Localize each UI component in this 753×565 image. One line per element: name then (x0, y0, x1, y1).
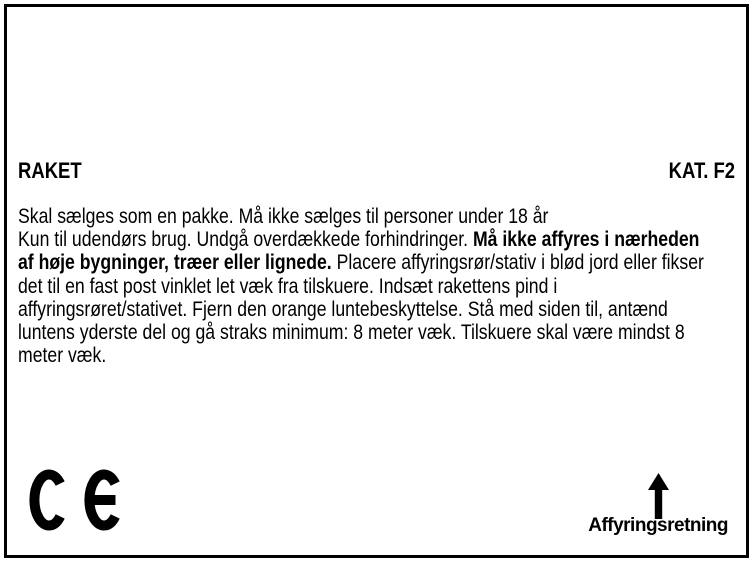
launch-direction-group (588, 473, 728, 538)
product-title: RAKET (18, 158, 82, 183)
instructions-line: luntens yderste del og gå straks minimum: 8 meter væk. Tilskuere skal være mindst 8 (18, 320, 685, 344)
instructions-line: meter væk. (18, 344, 107, 368)
instructions-line: affyringsrøret/stativet. Fjern den orange luntebeskyttelse. Stå med siden til, antænd (18, 297, 668, 321)
ce-letter-c (34, 475, 60, 526)
instructions-line: Skal sælges som en pakke. Må ikke sælges til personer under 18 år (18, 205, 549, 228)
instructions-line: af høje bygninger, træer eller lignede. Placere affyringsrør/stativ i blød jord eller fikser (18, 251, 704, 275)
ce-mark-logo (29, 469, 121, 531)
instructions-text (18, 205, 753, 367)
instructions-line: Kun til udendørs brug. Undgå overdækkede forhindringer. Må ikke affyres i nærheden (18, 228, 700, 252)
instructions-line: det til en fast post vinklet let væk fra tilskuere. Indsæt rakettens pind i (18, 274, 558, 298)
arrow-up-icon (648, 473, 669, 519)
launch-direction-label: Affyringsretning (588, 515, 728, 537)
category-code: KAT. F2 (668, 158, 735, 183)
